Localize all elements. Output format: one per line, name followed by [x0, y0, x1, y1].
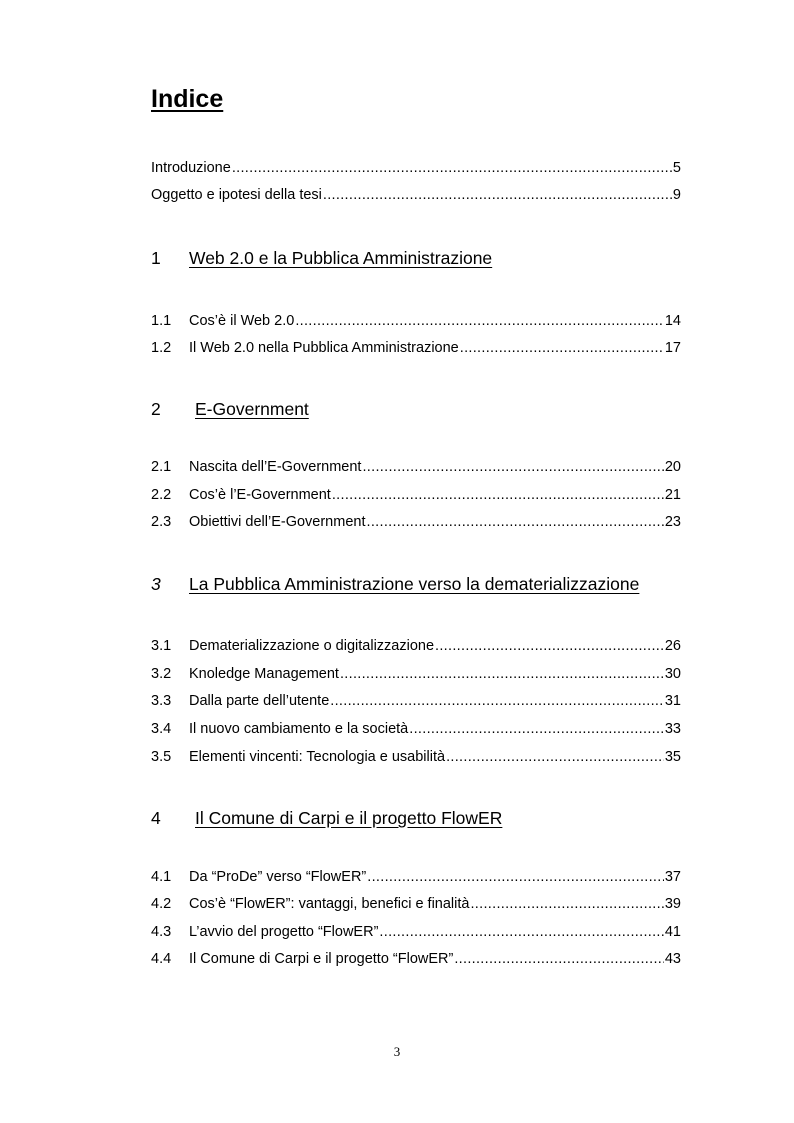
section-number: 3.1 — [151, 638, 172, 654]
toc-entry-4-2[interactable] — [151, 894, 681, 914]
leader-dots — [460, 338, 664, 358]
leader-dots — [323, 185, 672, 205]
toc-entry-page: 17 — [664, 340, 681, 356]
section-number: 4.4 — [151, 951, 172, 967]
section-number: 2.3 — [151, 514, 172, 530]
toc-entry-title: Il Web 2.0 nella Pubblica Amministrazione — [189, 340, 459, 356]
toc-entry-page: 9 — [672, 187, 681, 203]
toc-entry-title: Da “ProDe” verso “FlowER” — [189, 869, 367, 885]
leader-dots — [367, 867, 664, 887]
leader-dots — [454, 949, 664, 969]
toc-entry-3-5[interactable] — [151, 747, 681, 767]
leader-dots — [330, 691, 664, 711]
page-title: Indice — [151, 85, 224, 113]
toc-entry-3-2[interactable] — [151, 664, 681, 684]
chapter-title: Il Comune di Carpi e il progetto FlowER — [195, 808, 503, 828]
toc-entry-3-3[interactable] — [151, 691, 681, 711]
chapter-heading-1[interactable] — [151, 246, 492, 270]
leader-dots — [340, 664, 664, 684]
toc-entry-title: Il Comune di Carpi e il progetto “FlowER” — [189, 951, 454, 967]
toc-entry-page: 37 — [664, 869, 681, 885]
toc-entry-page: 21 — [664, 487, 681, 503]
section-number: 2.2 — [151, 487, 172, 503]
leader-dots — [435, 636, 664, 656]
chapter-heading-2[interactable] — [151, 397, 309, 421]
toc-entry-title: Cos’è l’E-Government — [189, 487, 331, 503]
toc-entry-title: Elementi vincenti: Tecnologia e usabilità — [189, 749, 446, 765]
section-number: 3.4 — [151, 721, 172, 737]
toc-entry-page: 14 — [664, 313, 681, 329]
toc-entry-title: Il nuovo cambiamento e la società — [189, 721, 409, 737]
toc-entry-4-1[interactable] — [151, 867, 681, 887]
chapter-title: Web 2.0 e la Pubblica Amministrazione — [189, 248, 493, 268]
toc-entry-4-3[interactable] — [151, 922, 681, 942]
section-number: 4.3 — [151, 924, 172, 940]
toc-entry-oggetto[interactable] — [151, 185, 681, 205]
chapter-number: 1 — [151, 248, 161, 268]
section-number: 3.3 — [151, 693, 172, 709]
toc-entry-page: 33 — [664, 721, 681, 737]
leader-dots — [379, 922, 663, 942]
section-number: 1.2 — [151, 340, 172, 356]
toc-entry-3-4[interactable] — [151, 719, 681, 739]
toc-entry-page: 5 — [672, 160, 681, 176]
toc-entry-title: Nascita dell’E-Government — [189, 459, 362, 475]
toc-entry-1-1[interactable] — [151, 311, 681, 331]
chapter-heading-3[interactable] — [151, 572, 639, 596]
page-number: 3 — [393, 1044, 401, 1059]
section-number: 2.1 — [151, 459, 172, 475]
toc-entry-introduzione[interactable] — [151, 158, 681, 178]
toc-entry-page: 39 — [664, 896, 681, 912]
toc-entry-title: Dematerializzazione o digitalizzazione — [189, 638, 435, 654]
toc-entry-page: 43 — [664, 951, 681, 967]
section-number: 4.2 — [151, 896, 172, 912]
toc-entry-page: 35 — [664, 749, 681, 765]
leader-dots — [446, 747, 664, 767]
toc-entry-2-1[interactable] — [151, 457, 681, 477]
toc-entry-title: Introduzione — [151, 160, 231, 176]
leader-dots — [367, 512, 664, 532]
toc-entry-title: Knoledge Management — [189, 666, 339, 682]
section-number: 3.2 — [151, 666, 172, 682]
leader-dots — [409, 719, 664, 739]
toc-entry-2-2[interactable] — [151, 485, 681, 505]
leader-dots — [232, 158, 672, 178]
section-number: 1.1 — [151, 313, 172, 329]
toc-entry-1-2[interactable] — [151, 338, 681, 358]
section-number: 4.1 — [151, 869, 172, 885]
leader-dots — [362, 457, 663, 477]
chapter-heading-4[interactable] — [151, 806, 502, 830]
chapter-number: 2 — [151, 399, 161, 419]
toc-entry-page: 20 — [664, 459, 681, 475]
toc-entry-title: Dalla parte dell’utente — [189, 693, 330, 709]
toc-entry-page: 26 — [664, 638, 681, 654]
toc-entry-title: Cos’è il Web 2.0 — [189, 313, 295, 329]
toc-entry-page: 30 — [664, 666, 681, 682]
chapter-title: La Pubblica Amministrazione verso la dematerializzazione — [189, 574, 640, 594]
toc-entry-page: 23 — [664, 514, 681, 530]
toc-entry-page: 31 — [664, 693, 681, 709]
section-number: 3.5 — [151, 749, 172, 765]
toc-entry-title: L’avvio del progetto “FlowER” — [189, 924, 379, 940]
chapter-number: 3 — [151, 574, 161, 594]
toc-entry-2-3[interactable] — [151, 512, 681, 532]
leader-dots — [470, 894, 663, 914]
toc-entry-3-1[interactable] — [151, 636, 681, 656]
toc-entry-page: 41 — [664, 924, 681, 940]
toc-entry-title: Oggetto e ipotesi della tesi — [151, 187, 322, 203]
leader-dots — [295, 311, 664, 331]
toc-entry-title: Obiettivi dell’E-Government — [189, 514, 366, 530]
leader-dots — [332, 485, 664, 505]
chapter-number: 4 — [151, 808, 161, 828]
toc-entry-4-4[interactable] — [151, 949, 681, 969]
chapter-title: E-Government — [195, 399, 309, 419]
toc-entry-title: Cos’è “FlowER”: vantaggi, benefici e finalità — [189, 896, 470, 912]
